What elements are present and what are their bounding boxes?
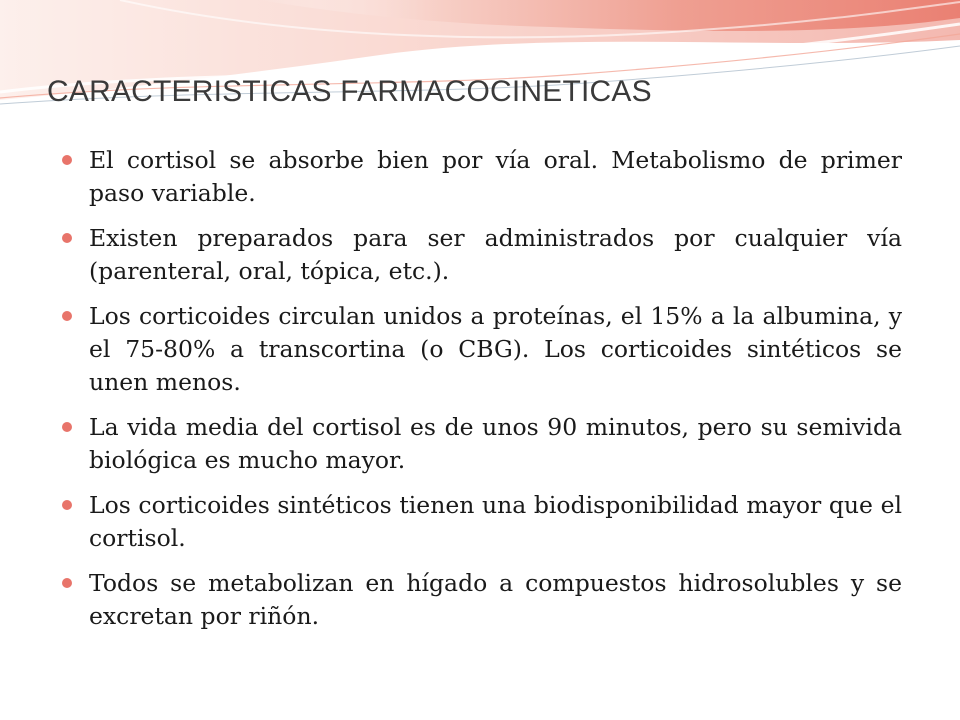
slide-title: CARACTERISTICAS FARMACOCINETICAS <box>47 75 652 108</box>
bullet-dot-icon <box>62 500 72 510</box>
bullet-item <box>62 222 902 288</box>
bullet-item <box>62 300 902 399</box>
bullet-text: Existen preparados para ser administrados por cualquier vía (parenteral, oral, tópica, etc.). <box>89 224 902 285</box>
bullet-text: Los corticoides circulan unidos a proteínas, el 15% a la albumina, y el 75-80% a transcortina (o CBG). Los corticoides sintéticos se unen menos. <box>89 302 902 396</box>
bullet-list <box>62 144 902 645</box>
bullet-dot-icon <box>62 155 72 165</box>
bullet-dot-icon <box>62 422 72 432</box>
bullet-text: El cortisol se absorbe bien por vía oral. Metabolismo de primer paso variable. <box>89 146 902 207</box>
bullet-dot-icon <box>62 311 72 321</box>
bullet-item <box>62 567 902 633</box>
bullet-text: Todos se metabolizan en hígado a compuestos hidrosolubles y se excretan por riñón. <box>89 569 902 630</box>
bullet-dot-icon <box>62 578 72 588</box>
bullet-item <box>62 144 902 210</box>
bullet-text: Los corticoides sintéticos tienen una biodisponibilidad mayor que el cortisol. <box>89 491 902 552</box>
bullet-text: La vida media del cortisol es de unos 90 minutos, pero su semivida biológica es mucho mayor. <box>89 413 902 474</box>
bullet-dot-icon <box>62 233 72 243</box>
bullet-item <box>62 489 902 555</box>
bullet-item <box>62 411 902 477</box>
